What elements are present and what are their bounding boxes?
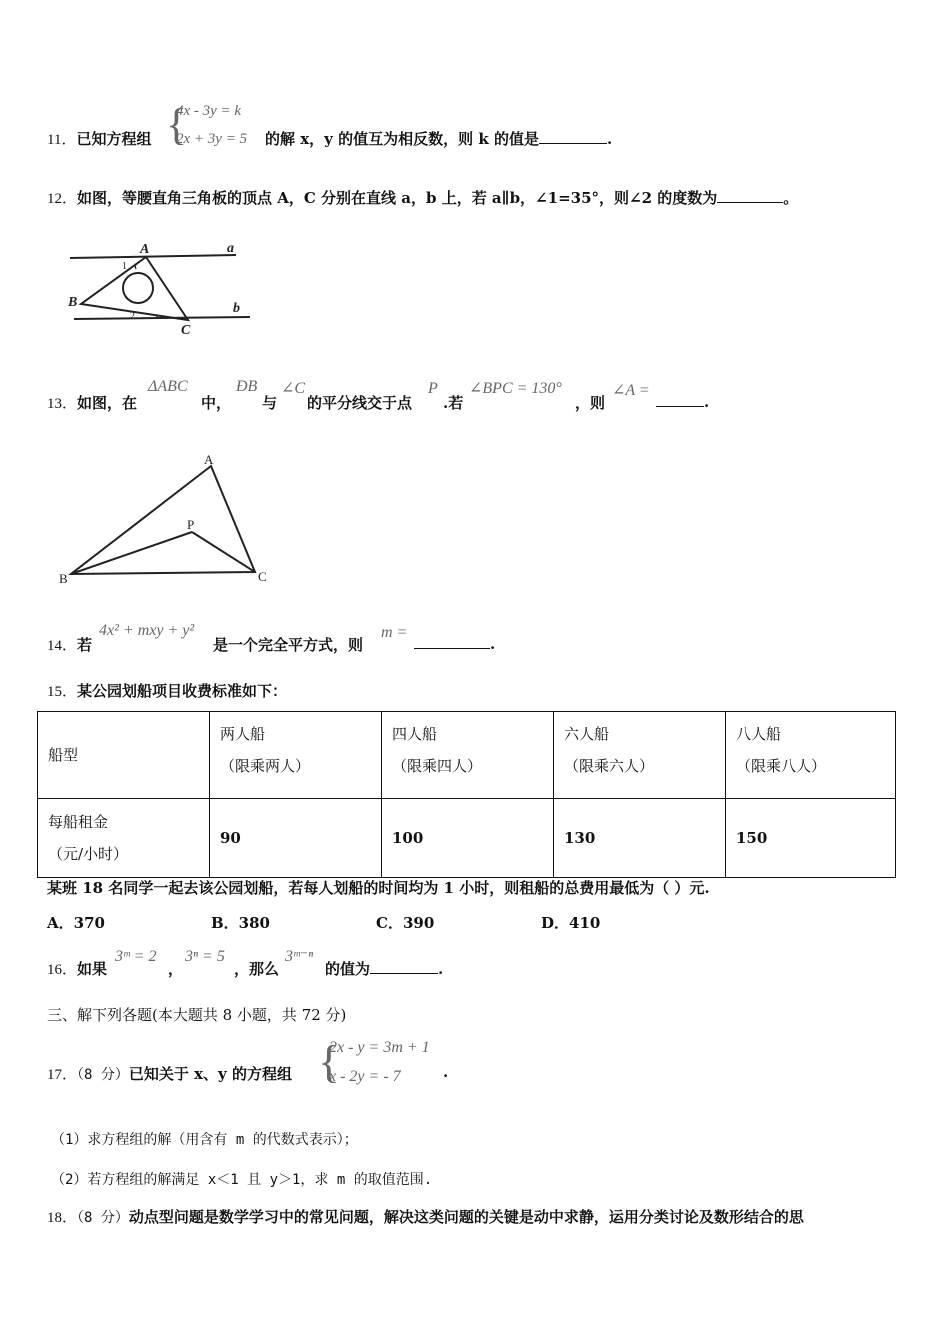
answer-blank — [370, 959, 438, 974]
question-11 — [47, 128, 151, 149]
math-angle-a: ∠A = — [612, 382, 650, 399]
question-text: 某公园划船项目收费标准如下： — [77, 682, 288, 700]
punctuation: . — [443, 1063, 449, 1081]
punctuation: . — [438, 960, 444, 978]
score: （8 分） — [77, 1210, 129, 1226]
punctuation: . — [490, 635, 496, 653]
punctuation: . — [606, 130, 613, 148]
section-heading: 三、解下列各题(本大题共 8 小题，共 72 分) — [47, 1006, 347, 1024]
question-16 — [47, 958, 107, 979]
answer-blank — [539, 129, 607, 144]
math-angle-b: ÐB — [236, 378, 258, 395]
cell-text: 六人船 — [564, 725, 610, 743]
question-15 — [47, 680, 287, 701]
question-text: 若 — [77, 636, 93, 654]
figure-12-triangle — [60, 238, 270, 338]
question-14 — [47, 634, 92, 655]
option-a[interactable]: A．370 — [47, 914, 105, 932]
question-12 — [47, 187, 798, 208]
table-cell: 130 — [554, 799, 726, 878]
math-angle-bpc: ∠BPC = 130° — [469, 380, 562, 397]
table-cell — [554, 712, 726, 799]
question-number: 17． — [47, 1067, 78, 1083]
question-13-text-4: 的平分线交于点 — [307, 394, 413, 412]
bisector-bp — [71, 532, 192, 574]
label-B: B — [59, 571, 68, 586]
question-14-text-2: 是一个完全平方式，则 — [213, 636, 364, 654]
question-text: 动点型问题是数学学习中的常见问题，解决这类问题的关键是动中求静，运用分类讨论及数形结合的思 — [128, 1208, 804, 1226]
question-number: 16． — [47, 962, 78, 978]
cell-text: （限乘两人） — [220, 757, 311, 775]
equation-1: 4x - 3y = k — [176, 103, 242, 119]
answer-blank — [717, 188, 783, 203]
label-C: C — [181, 323, 191, 338]
question-text: 如图，等腰直角三角板的顶点 A，C 分别在直线 a，b 上，若 a∥b，∠1=35°，则∠2 的度数为 — [77, 189, 718, 207]
line-b — [74, 317, 250, 319]
cell-text: 每船租金 — [48, 813, 109, 831]
punctuation: 。 — [783, 189, 799, 207]
question-13-text-6: ，则 — [575, 394, 606, 412]
question-17 — [47, 1063, 292, 1084]
label-A: A — [204, 452, 214, 467]
question-text: 的解 x，y 的值互为相反数，则 k 的值是 — [265, 130, 539, 148]
fee-table — [37, 711, 896, 878]
question-18 — [47, 1206, 804, 1227]
cell-text: （限乘八人） — [736, 757, 827, 775]
question-13-text-3: 与 — [262, 394, 278, 412]
question-13-answer — [656, 392, 709, 411]
question-text: 已知关于 x、y 的方程组 — [128, 1065, 292, 1083]
cell-text: （限乘四人） — [392, 757, 483, 775]
question-13-text-5: .若 — [443, 394, 464, 412]
equation-2: 2x + 3y = 5 — [176, 131, 248, 147]
question-16-text-4 — [325, 958, 443, 979]
equation-1: 2x - y = 3m + 1 — [329, 1039, 430, 1056]
table-header-row — [38, 712, 896, 799]
triangle-abc — [71, 466, 255, 574]
table-cell — [382, 712, 554, 799]
math-3-power-n: 3ⁿ = 5 — [185, 948, 225, 965]
math-triangle-abc: ΔABC — [148, 378, 188, 395]
math-angle-c: ∠C — [281, 380, 306, 397]
equation-system-brace: { — [318, 1036, 341, 1087]
math-point-p: P — [428, 380, 438, 397]
math-3-power-m-minus-n: 3ᵐ⁻ⁿ — [285, 948, 314, 965]
label-b: b — [233, 301, 240, 316]
question-text: 已知方程组 — [76, 130, 152, 148]
table-cell: 150 — [726, 799, 896, 878]
equation-system-brace: { — [166, 100, 188, 149]
question-15-question: 某班 18 名同学一起去该公园划船，若每人划船的时间均为 1 小时，则租船的总费用最低为（ ）元. — [47, 879, 710, 897]
question-number: 18． — [47, 1210, 78, 1226]
answer-blank — [656, 392, 704, 407]
question-text: 的值为 — [325, 960, 371, 978]
math-3-power-m: 3ᵐ = 2 — [115, 948, 157, 965]
cell-text: 船型 — [48, 746, 79, 764]
question-13 — [47, 392, 137, 413]
question-11-continued — [265, 128, 612, 149]
question-14-answer — [414, 634, 495, 653]
table-cell — [38, 712, 210, 799]
option-c[interactable]: C．390 — [376, 914, 435, 932]
table-cell: 100 — [382, 799, 554, 878]
cell-text: （限乘六人） — [564, 757, 655, 775]
option-d[interactable]: D．410 — [541, 914, 601, 932]
question-17-part-1: （1）求方程组的解（用含有 m 的代数式表示）； — [51, 1132, 358, 1148]
question-text: 如果 — [77, 960, 108, 978]
label-A: A — [140, 242, 150, 257]
label-1: 1 — [122, 261, 127, 272]
question-16-text-3: ，那么 — [234, 960, 280, 978]
triangle-hole — [123, 273, 153, 303]
punctuation: . — [704, 393, 710, 411]
label-a: a — [227, 241, 234, 256]
label-2: 2 — [130, 311, 135, 322]
label-C: C — [258, 569, 267, 584]
answer-blank — [414, 634, 490, 649]
table-cell — [726, 712, 896, 799]
question-text: 如图，在 — [77, 394, 138, 412]
table-cell — [38, 799, 210, 878]
question-number: 15． — [47, 684, 78, 700]
table-row — [38, 799, 896, 878]
cell-text: （元/小时） — [48, 845, 129, 863]
question-17-part-2: （2）若方程组的解满足 x＜1 且 y＞1，求 m 的取值范围. — [51, 1172, 433, 1188]
question-13-text-2: 中， — [201, 394, 232, 412]
cell-text: 两人船 — [220, 725, 266, 743]
math-expression: 4x² + mxy + y² — [99, 622, 195, 639]
math-m-equals: m = — [381, 624, 408, 641]
label-P: P — [187, 517, 195, 532]
question-number: 11． — [47, 132, 77, 148]
question-number: 13． — [47, 396, 78, 412]
option-b[interactable]: B．380 — [211, 914, 270, 932]
figure-13-triangle — [52, 450, 282, 590]
equation-2: x - 2y = - 7 — [329, 1068, 401, 1085]
cell-text: 四人船 — [392, 725, 438, 743]
question-16-text-2: ， — [168, 960, 184, 978]
label-B: B — [68, 295, 78, 310]
table-cell: 90 — [210, 799, 382, 878]
cell-text: 八人船 — [736, 725, 782, 743]
question-number: 12． — [47, 191, 78, 207]
table-cell — [210, 712, 382, 799]
question-number: 14． — [47, 638, 78, 654]
line-a — [70, 255, 236, 258]
score: （8 分） — [77, 1067, 129, 1083]
bisector-cp — [192, 532, 255, 572]
